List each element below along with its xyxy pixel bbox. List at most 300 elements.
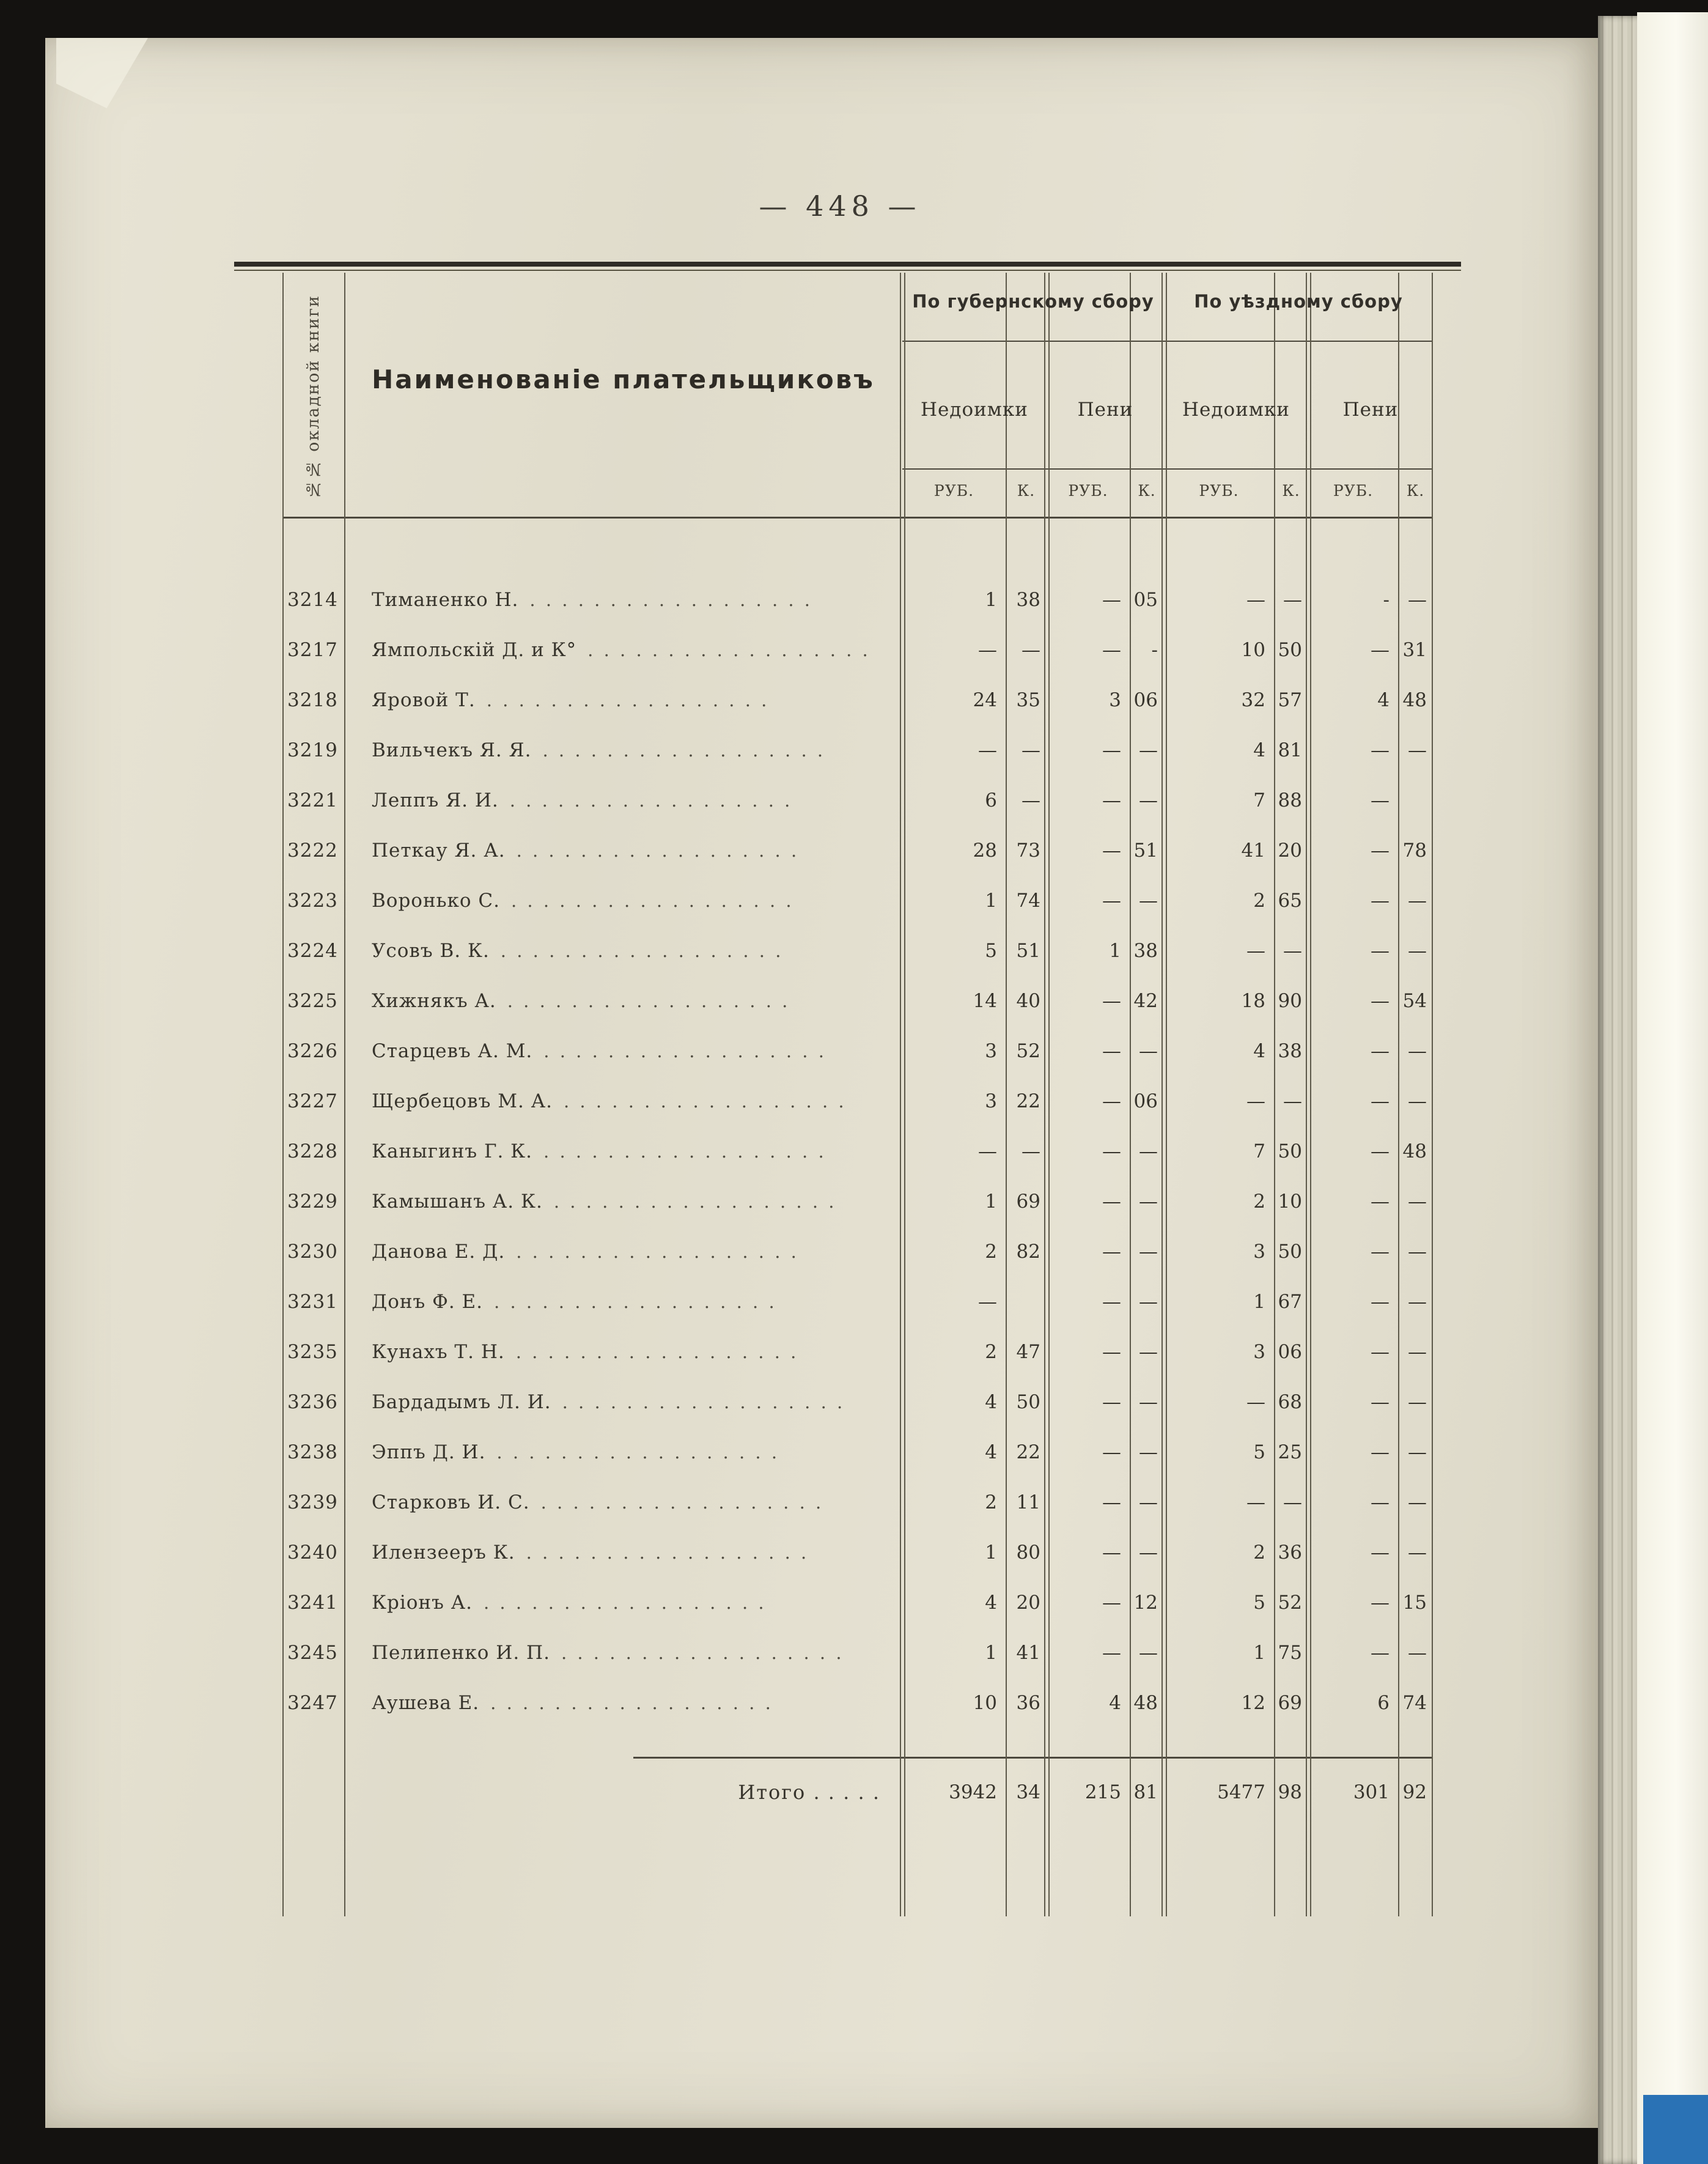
- table-row: [282, 575, 1433, 625]
- amount-kop: —: [1408, 1090, 1427, 1112]
- payer-name: [344, 689, 902, 711]
- amount-rub: —: [1371, 639, 1390, 661]
- amount-rub: 4: [1253, 1040, 1265, 1062]
- amount-kop: —: [1408, 1241, 1427, 1263]
- amount-kop: 74: [1402, 1692, 1427, 1714]
- table-row: [282, 625, 1433, 675]
- amount-kop: -: [1151, 639, 1158, 661]
- table-row: [282, 1477, 1433, 1527]
- payer-name: [344, 639, 902, 661]
- amount-kop: —: [1139, 1040, 1158, 1062]
- ledger-number-header-label: №№ окладной книги: [303, 294, 323, 499]
- payer-name-text: Данова Е. Д.: [372, 1241, 506, 1263]
- amount-kop: 82: [1016, 1241, 1040, 1263]
- amount-kop: —: [1139, 1241, 1158, 1263]
- amount-rub: —: [1246, 589, 1265, 611]
- next-page-edge: [1637, 12, 1708, 2164]
- amount-kop: —: [1408, 1441, 1427, 1463]
- row-number: 3241: [287, 1592, 338, 1614]
- amount-rub: —: [1371, 1090, 1390, 1112]
- row-number: 3240: [287, 1542, 338, 1564]
- amount-kop: 38: [1278, 1040, 1302, 1062]
- amount-kop: 42: [1133, 990, 1158, 1012]
- amount-kop: —: [1139, 1191, 1158, 1213]
- amount-kop: 20: [1278, 840, 1302, 862]
- book-pages-edge: [1598, 16, 1637, 2164]
- amount-rub: 2: [1253, 1542, 1265, 1564]
- payer-name-text: Эппъ Д. И.: [372, 1441, 486, 1463]
- amount-rub: —: [1371, 1241, 1390, 1263]
- amount-kop: 38: [1133, 940, 1158, 962]
- total-label: Итого . . . . .: [738, 1781, 880, 1804]
- amount-rub: 10: [973, 1692, 997, 1714]
- amount-kop: 50: [1278, 1241, 1302, 1263]
- amount-rub: —: [978, 639, 997, 661]
- amount-rub: —: [1102, 1491, 1121, 1513]
- table-row: [282, 876, 1433, 926]
- amount-rub: —: [1102, 1291, 1121, 1313]
- amount-rub: —: [978, 1291, 997, 1313]
- amount-rub: —: [1102, 1441, 1121, 1463]
- leader-dots: . . . . . . . . . . . . . . . . . .: [553, 1191, 837, 1212]
- table-row: [282, 1277, 1433, 1327]
- amount-kop: —: [1408, 1191, 1427, 1213]
- payer-name: [344, 1491, 902, 1513]
- table-row: [282, 926, 1433, 976]
- total-amount-rub: 5477: [1217, 1781, 1265, 1803]
- amount-rub: —: [1102, 739, 1121, 761]
- amount-rub: 12: [1241, 1692, 1265, 1714]
- payer-name-text: Илензееръ К.: [372, 1542, 515, 1564]
- row-number: 3231: [287, 1291, 338, 1313]
- amount-kop: 81: [1278, 739, 1302, 761]
- leader-dots: . . . . . . . . . . . . . . . . . .: [486, 690, 770, 711]
- amount-rub: 3: [985, 1040, 997, 1062]
- sub-header-divider: [902, 468, 1433, 470]
- leader-dots: . . . . . . . . . . . . . . . . . .: [510, 890, 794, 911]
- payer-name: [344, 1441, 902, 1463]
- table-row: [282, 825, 1433, 876]
- book-page: [45, 38, 1598, 2128]
- amount-rub: 4: [1109, 1692, 1121, 1714]
- row-number: 3225: [287, 990, 338, 1012]
- amount-rub: 2: [985, 1241, 997, 1263]
- amount-rub: —: [1102, 1341, 1121, 1363]
- kopeks-unit-label: К.: [1282, 482, 1300, 500]
- amount-kop: 52: [1016, 1040, 1040, 1062]
- amount-rub: 4: [985, 1391, 997, 1413]
- amount-rub: —: [1102, 1090, 1121, 1112]
- kopeks-unit-label: К.: [1138, 482, 1156, 500]
- row-number: 3245: [287, 1642, 338, 1664]
- table-row: [282, 1427, 1433, 1477]
- payer-name-text: Старковъ И. С.: [372, 1491, 530, 1513]
- amount-kop: 67: [1278, 1291, 1302, 1313]
- amount-rub: —: [1371, 940, 1390, 962]
- total-amount-kop: 92: [1402, 1781, 1427, 1803]
- district-tax-group-header: По уѣздному сбору: [1194, 291, 1403, 312]
- amount-rub: —: [1371, 1592, 1390, 1614]
- amount-kop: 25: [1278, 1441, 1302, 1463]
- amount-kop: 12: [1133, 1592, 1158, 1614]
- amount-rub: 1: [1253, 1291, 1265, 1313]
- amount-kop: 57: [1278, 689, 1302, 711]
- payer-name-text: Кунахъ Т. Н.: [372, 1341, 505, 1363]
- amount-rub: —: [1371, 1191, 1390, 1213]
- table-row: [282, 1176, 1433, 1227]
- leader-dots: . . . . . . . . . . . . . . . . . .: [494, 1291, 777, 1312]
- amount-kop: 52: [1278, 1592, 1302, 1614]
- amount-rub: 1: [985, 1642, 997, 1664]
- payer-name-text: Старцевъ А. М.: [372, 1040, 533, 1062]
- amount-rub: —: [978, 1140, 997, 1162]
- payer-name: [344, 1692, 902, 1714]
- amount-kop: 15: [1402, 1592, 1427, 1614]
- amount-kop: 06: [1133, 689, 1158, 711]
- amount-rub: 1: [985, 1191, 997, 1213]
- provincial-tax-group-header: По губернскому сбору: [912, 291, 1154, 312]
- amount-rub: —: [1102, 840, 1121, 862]
- arrears-header: Недоимки: [921, 399, 1028, 421]
- amount-rub: —: [1371, 789, 1390, 811]
- payer-name: [344, 589, 902, 611]
- payer-name: [344, 789, 902, 811]
- amount-rub: 3: [985, 1090, 997, 1112]
- torn-corner: [56, 38, 148, 108]
- row-number: 3227: [287, 1090, 338, 1112]
- amount-kop: —: [1408, 1341, 1427, 1363]
- amount-kop: 06: [1133, 1090, 1158, 1112]
- amount-rub: —: [1102, 1542, 1121, 1564]
- row-number: 3224: [287, 940, 338, 962]
- amount-kop: 20: [1016, 1592, 1040, 1614]
- amount-rub: —: [1371, 1140, 1390, 1162]
- table-top-rule-thin: [234, 270, 1461, 271]
- table-row: [282, 725, 1433, 775]
- amount-rub: —: [1102, 890, 1121, 912]
- amount-rub: 6: [985, 789, 997, 811]
- payer-name: [344, 739, 902, 761]
- amount-kop: 36: [1016, 1692, 1040, 1714]
- amount-kop: 40: [1016, 990, 1040, 1012]
- payer-name-text: Леппъ Я. И.: [372, 789, 499, 811]
- amount-rub: —: [1102, 789, 1121, 811]
- amount-kop: 88: [1278, 789, 1302, 811]
- amount-rub: 32: [1241, 689, 1265, 711]
- amount-kop: —: [1408, 940, 1427, 962]
- amount-kop: 51: [1133, 840, 1158, 862]
- row-number: 3219: [287, 739, 338, 761]
- amount-kop: —: [1139, 890, 1158, 912]
- amount-kop: —: [1408, 1542, 1427, 1564]
- table-row: [282, 675, 1433, 725]
- amount-kop: 41: [1016, 1642, 1040, 1664]
- penalties-header: Пени: [1077, 399, 1133, 421]
- amount-rub: —: [1371, 1040, 1390, 1062]
- amount-rub: —: [1371, 1542, 1390, 1564]
- amount-kop: —: [1139, 739, 1158, 761]
- amount-kop: —: [1139, 1341, 1158, 1363]
- amount-rub: 4: [985, 1592, 997, 1614]
- amount-rub: —: [1102, 1140, 1121, 1162]
- amount-kop: —: [1021, 739, 1040, 761]
- total-amount-kop: 81: [1133, 1781, 1158, 1803]
- payer-name-text: Вильчекъ Я. Я.: [372, 739, 532, 761]
- amount-rub: —: [1246, 1391, 1265, 1413]
- amount-rub: —: [1371, 739, 1390, 761]
- amount-rub: 2: [1253, 890, 1265, 912]
- amount-rub: —: [1371, 1391, 1390, 1413]
- rubles-unit-label: РУБ.: [1333, 482, 1374, 500]
- table-row: [282, 976, 1433, 1026]
- row-number: 3214: [287, 589, 338, 611]
- amount-kop: 68: [1278, 1391, 1302, 1413]
- leader-dots: . . . . . . . . . . . . . . . . . .: [483, 1592, 767, 1613]
- penalties-header: Пени: [1342, 399, 1399, 421]
- payer-name-text: Бардадымъ Л. И.: [372, 1391, 551, 1413]
- amount-rub: —: [1246, 940, 1265, 962]
- amount-rub: 5: [1253, 1592, 1265, 1614]
- amount-kop: —: [1408, 1040, 1427, 1062]
- amount-kop: 31: [1402, 639, 1427, 661]
- leader-dots: . . . . . . . . . . . . . . . . . .: [529, 589, 813, 610]
- amount-kop: —: [1408, 589, 1427, 611]
- amount-rub: —: [1371, 1341, 1390, 1363]
- row-number: 3222: [287, 840, 338, 862]
- amount-rub: 1: [985, 890, 997, 912]
- arrears-header: Недоимки: [1182, 399, 1290, 421]
- kopeks-unit-label: К.: [1017, 482, 1036, 500]
- table-row: [282, 1026, 1433, 1076]
- payer-name: [344, 1542, 902, 1564]
- amount-kop: 48: [1402, 689, 1427, 711]
- table-row: [282, 1678, 1433, 1728]
- amount-rub: —: [1102, 1391, 1121, 1413]
- amount-kop: —: [1408, 890, 1427, 912]
- amount-rub: 5: [985, 940, 997, 962]
- amount-rub: 4: [1377, 689, 1390, 711]
- payer-name-text: Усовъ В. К.: [372, 940, 490, 962]
- leader-dots: . . . . . . . . . . . . . . . . . .: [516, 840, 800, 861]
- row-number: 3238: [287, 1441, 338, 1463]
- amount-rub: —: [1102, 990, 1121, 1012]
- total-amount-rub: 301: [1353, 1781, 1390, 1803]
- table-body: [282, 575, 1433, 1728]
- amount-rub: —: [1246, 1090, 1265, 1112]
- payer-name-text: Донъ Ф. Е.: [372, 1291, 484, 1313]
- amount-rub: 3: [1253, 1241, 1265, 1263]
- amount-kop: 90: [1278, 990, 1302, 1012]
- row-number: 3236: [287, 1391, 338, 1413]
- amount-kop: 22: [1016, 1441, 1040, 1463]
- amount-rub: —: [978, 739, 997, 761]
- amount-kop: 38: [1016, 589, 1040, 611]
- table-row: [282, 1076, 1433, 1126]
- amount-kop: —: [1021, 789, 1040, 811]
- amount-rub: 24: [973, 689, 997, 711]
- group-header-divider: [902, 341, 1433, 342]
- payer-name-text: Хижнякъ А.: [372, 990, 496, 1012]
- amount-rub: 3: [1253, 1341, 1265, 1363]
- amount-rub: —: [1102, 589, 1121, 611]
- amount-kop: —: [1021, 1140, 1040, 1162]
- rubles-unit-label: РУБ.: [1068, 482, 1108, 500]
- amount-kop: —: [1139, 1642, 1158, 1664]
- page-number: — 448 —: [759, 190, 921, 223]
- row-number: 3217: [287, 639, 338, 661]
- leader-dots: . . . . . . . . . . . . . . . . . .: [509, 790, 793, 811]
- amount-kop: 50: [1278, 639, 1302, 661]
- amount-rub: 1: [1253, 1642, 1265, 1664]
- amount-rub: —: [1102, 1191, 1121, 1213]
- amount-kop: —: [1283, 589, 1302, 611]
- amount-kop: —: [1283, 1491, 1302, 1513]
- amount-rub: 6: [1377, 1692, 1390, 1714]
- amount-kop: 75: [1278, 1642, 1302, 1664]
- amount-rub: 3: [1109, 689, 1121, 711]
- amount-rub: 2: [985, 1341, 997, 1363]
- amount-kop: 06: [1278, 1341, 1302, 1363]
- amount-rub: 4: [1253, 739, 1265, 761]
- table-row: [282, 1527, 1433, 1578]
- payer-name-text: Тиманенко Н.: [372, 589, 519, 611]
- leader-dots: . . . . . . . . . . . . . . . . . .: [543, 1141, 826, 1162]
- amount-kop: 80: [1016, 1542, 1040, 1564]
- leader-dots: . . . . . . . . . . . . . . . . . .: [543, 1041, 826, 1062]
- payer-name: [344, 1341, 902, 1363]
- amount-rub: —: [1102, 1241, 1121, 1263]
- amount-rub: 14: [973, 990, 997, 1012]
- amount-kop: 35: [1016, 689, 1040, 711]
- table-row: [282, 1628, 1433, 1678]
- amount-kop: 10: [1278, 1191, 1302, 1213]
- total-amount-kop: 34: [1016, 1781, 1040, 1803]
- amount-kop: 54: [1402, 990, 1427, 1012]
- amount-kop: 78: [1402, 840, 1427, 862]
- amount-rub: 41: [1241, 840, 1265, 862]
- payer-name: [344, 1090, 902, 1112]
- kopeks-unit-label: К.: [1406, 482, 1425, 500]
- row-number: 3228: [287, 1140, 338, 1162]
- table-row: [282, 1227, 1433, 1277]
- amount-kop: —: [1408, 1391, 1427, 1413]
- amount-rub: —: [1246, 1491, 1265, 1513]
- row-number: 3229: [287, 1191, 338, 1213]
- rubles-unit-label: РУБ.: [933, 482, 974, 500]
- amount-kop: —: [1139, 1140, 1158, 1162]
- payer-name-text: Яровой Т.: [372, 689, 476, 711]
- amount-kop: 73: [1016, 840, 1040, 862]
- amount-rub: —: [1371, 890, 1390, 912]
- leader-dots: . . . . . . . . . . . . . . . . . .: [500, 940, 784, 961]
- amount-kop: 74: [1016, 890, 1040, 912]
- amount-rub: —: [1371, 1491, 1390, 1513]
- table-row: [282, 1377, 1433, 1427]
- leader-dots: . . . . . . . . . . . . . . . . . .: [561, 1642, 844, 1663]
- leader-dots: . . . . . . . . . . . . . . . . . .: [496, 1442, 780, 1463]
- total-row: [282, 1767, 1433, 1817]
- amount-kop: —: [1139, 1542, 1158, 1564]
- leader-dots: . . . . . . . . . . . . . . . . . .: [516, 1241, 799, 1262]
- row-number: 3239: [287, 1491, 338, 1513]
- payer-name: [344, 1241, 902, 1263]
- amount-kop: —: [1283, 940, 1302, 962]
- row-number: 3218: [287, 689, 338, 711]
- payers-column-header: Наименованіе плательщиковъ: [372, 364, 875, 394]
- amount-rub: 2: [985, 1491, 997, 1513]
- payer-name: [344, 1642, 902, 1664]
- payer-name: [344, 1291, 902, 1313]
- payer-name: [344, 1191, 902, 1213]
- amount-kop: —: [1139, 1441, 1158, 1463]
- row-number: 3230: [287, 1241, 338, 1263]
- leader-dots: . . . . . . . . . . . . . . . . . .: [507, 991, 790, 1011]
- amount-kop: 36: [1278, 1542, 1302, 1564]
- row-number: 3221: [287, 789, 338, 811]
- amount-rub: 1: [1109, 940, 1121, 962]
- payer-name: [344, 1391, 902, 1413]
- ledger-number-header: [284, 279, 343, 514]
- amount-kop: 69: [1016, 1191, 1040, 1213]
- payer-name-text: Кріонъ А.: [372, 1592, 473, 1614]
- amount-kop: —: [1139, 789, 1158, 811]
- leader-dots: . . . . . . . . . . . . . . . . . .: [587, 640, 871, 660]
- amount-rub: —: [1371, 1642, 1390, 1664]
- amount-kop: 11: [1016, 1491, 1040, 1513]
- amount-kop: 65: [1278, 890, 1302, 912]
- amount-kop: 51: [1016, 940, 1040, 962]
- amount-kop: —: [1408, 1291, 1427, 1313]
- leader-dots: . . . . . . . . . . . . . . . . . .: [563, 1091, 847, 1112]
- leader-dots: . . . . . . . . . . . . . . . . . .: [526, 1542, 809, 1563]
- payer-name-text: Аушева Е.: [372, 1692, 480, 1714]
- amount-kop: 22: [1016, 1090, 1040, 1112]
- leader-dots: . . . . . . . . . . . . . . . . . .: [542, 740, 826, 761]
- amount-rub: —: [1102, 1040, 1121, 1062]
- amount-kop: —: [1408, 1642, 1427, 1664]
- amount-rub: 7: [1253, 789, 1265, 811]
- leader-dots: . . . . . . . . . . . . . . . . . .: [540, 1492, 824, 1513]
- arrears-table: [282, 262, 1433, 1949]
- amount-rub: 1: [985, 589, 997, 611]
- payer-name-text: Щербецовъ М. А.: [372, 1090, 553, 1112]
- payer-name-text: Петкау Я. А.: [372, 840, 506, 862]
- payer-name: [344, 1040, 902, 1062]
- header-bottom-divider: [282, 517, 1433, 519]
- amount-rub: 5: [1253, 1441, 1265, 1463]
- amount-rub: —: [1371, 840, 1390, 862]
- amount-kop: 47: [1016, 1341, 1040, 1363]
- amount-rub: 1: [985, 1542, 997, 1564]
- leader-dots: . . . . . . . . . . . . . . . . . .: [562, 1392, 845, 1413]
- payer-name: [344, 1140, 902, 1162]
- table-top-rule: [234, 262, 1461, 267]
- table-row: [282, 1327, 1433, 1377]
- total-amount-kop: 98: [1278, 1781, 1302, 1803]
- blue-corner-marker: [1643, 2095, 1708, 2164]
- amount-rub: -: [1383, 589, 1390, 611]
- amount-rub: —: [1102, 639, 1121, 661]
- row-number: 3223: [287, 890, 338, 912]
- amount-rub: 28: [973, 840, 997, 862]
- amount-kop: —: [1021, 639, 1040, 661]
- amount-rub: —: [1102, 1592, 1121, 1614]
- amount-rub: 7: [1253, 1140, 1265, 1162]
- amount-kop: 69: [1278, 1692, 1302, 1714]
- row-number: 3226: [287, 1040, 338, 1062]
- amount-kop: —: [1408, 739, 1427, 761]
- payer-name: [344, 940, 902, 962]
